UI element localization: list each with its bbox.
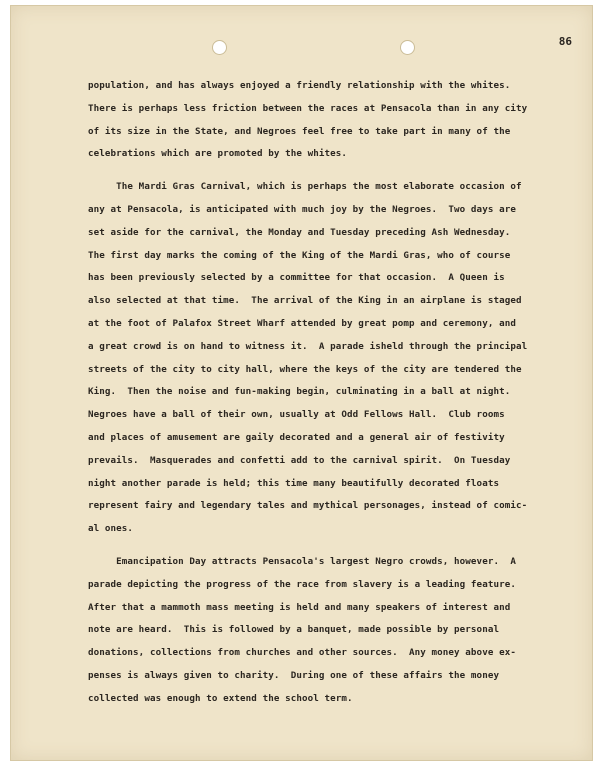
text-line: collected was enough to extend the school term. — [88, 692, 353, 704]
text-line: population, and has always enjoyed a friendly relationship with the whites. — [88, 80, 511, 91]
text-line: After that a mammoth mass meeting is held and many speakers of interest and — [88, 601, 511, 613]
text-line: night another parade is held; this time many beautifully decorated floats — [88, 477, 500, 489]
text-line: also selected at that time. The arrival of the King in an airplane is staged — [88, 295, 522, 307]
text-line: prevails. Masquerades and confetti add to the carnival spirit. On Tuesday — [88, 454, 511, 466]
text-line: has been previously selected by a committee for that occasion. A Queen is — [88, 272, 505, 284]
text-line: note are heard. This is followed by a banquet, made possible by personal — [88, 624, 500, 636]
punch-hole-right — [400, 40, 415, 55]
text-line: penses is always given to charity. During one of these affairs the money — [88, 669, 500, 681]
text-line: of its size in the State, and Negroes feel free to take part in many of the — [88, 125, 511, 137]
text-line: at the foot of Palafox Street Wharf attended by great pomp and ceremony, and — [88, 317, 516, 329]
paragraph-gap — [88, 166, 558, 176]
paragraph — [88, 551, 558, 711]
text-line: parade depicting the progress of the race from slavery is a leading feature. — [88, 578, 516, 590]
paragraph — [88, 176, 558, 541]
text-line: The first day marks the coming of the King of the Mardi Gras, who of course — [88, 249, 511, 261]
text-line: The Mardi Gras Carnival, which is perhaps the most elaborate occasion of — [88, 181, 522, 193]
paragraph-gap — [88, 541, 558, 551]
text-line: al ones. — [88, 523, 134, 535]
text-line: There is perhaps less friction between the races at Pensacola than in any city — [88, 102, 528, 114]
text-line: set aside for the carnival, the Monday and Tuesday preceding Ash Wednesday. — [88, 226, 511, 238]
text-line: Negroes have a ball of their own, usually at Odd Fellows Hall. Club rooms — [88, 409, 505, 421]
text-line: King. Then the noise and fun-making begin, culminating in a ball at night. — [88, 386, 511, 398]
paragraph — [88, 75, 558, 166]
text-line: Emancipation Day attracts Pensacola's largest Negro crowds, however. A — [88, 555, 516, 567]
punch-hole-left — [212, 40, 227, 55]
typescript-body — [88, 75, 558, 711]
text-line: celebrations which are promoted by the whites. — [88, 148, 348, 160]
text-line: represent fairy and legendary tales and mythical personages, instead of comic- — [88, 500, 528, 512]
typewritten-page — [10, 5, 593, 761]
text-line: any at Pensacola, is anticipated with much joy by the Negroes. Two days are — [88, 203, 516, 215]
text-line: donations, collections from churches and other sources. Any money above ex- — [88, 647, 516, 659]
page-number: 86 — [558, 35, 572, 48]
text-line: a great crowd is on hand to witness it. A parade isheld through the principal — [88, 340, 528, 352]
text-line: and places of amusement are gaily decorated and a general air of festivity — [88, 431, 505, 443]
text-line: streets of the city to city hall, where the keys of the city are tendered the — [88, 363, 522, 375]
